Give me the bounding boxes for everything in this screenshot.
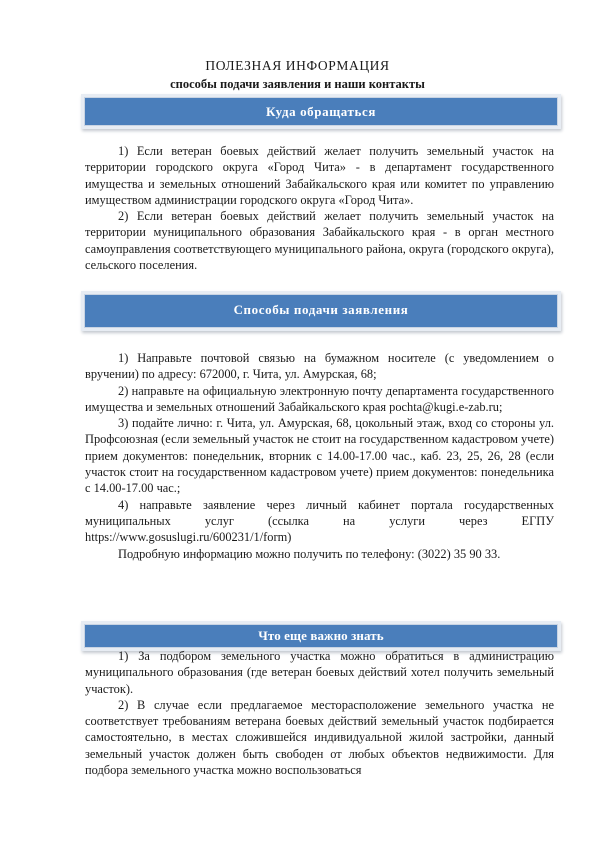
section-where-to-apply [85, 143, 554, 273]
section-banner-where-to-apply: Куда обращаться [84, 97, 558, 126]
section-important-info [85, 648, 554, 778]
paragraph: 3) подайте лично: г. Чита, ул. Амурская, 68, цокольный этаж, вход со стороны ул. Профсоюзная (если земельный участок не стоит на государственном кадастровом учете) прием документов: понедельник, вторник с 14.00-17.00 час., каб. 23, 25, 26, 28 (если участок стоит на государственном кадастровом учете) прием документов: понедельника с 14.00-17.00 час.; [85, 416, 554, 496]
paragraph: 1) Направьте почтовой связью на бумажном носителе (с уведомлением о вручении) по адресу: 672000, г. Чита, ул. Амурская, 68; [85, 351, 554, 382]
paragraph: 1) Если ветеран боевых действий желает получить земельный участок на территории городского округа «Город Чита» - в департамент государственного имущества и земельных отношений Забайкальского края или комитет по управлению имуществом администрации городского округа «Город Чита». [85, 144, 554, 207]
page-subtitle: способы подачи заявления и наши контакты [170, 77, 425, 91]
page-title: ПОЛЕЗНАЯ ИНФОРМАЦИЯ [205, 58, 390, 73]
paragraph: 2) В случае если предлагаемое месторасположение земельного участка не соответствует требованиям ветерана боевых действий земельный участок подбирается самостоятельно, в местах сложившейся индивидуальной жилой застройки, данный земельный участок должен быть свободен от любых объектов недвижимости. Для подбора земельного участка можно воспользоваться [85, 697, 554, 778]
paragraph: 2) направьте на официальную электронную почту департамента государственного имущества и земельных отношений Забайкальского края pochta@kugi.e-zab.ru; [85, 383, 554, 414]
paragraph: 2) Если ветеран боевых действий желает получить земельный участок на территории муниципального образования Забайкальского края - в орган местного самоуправления соответствующего муниципального района, округа (городского округа), сельского поселения. [85, 209, 554, 273]
section-submission-methods [85, 350, 554, 562]
paragraph: 4) направьте заявление через личный кабинет портала государственных муниципальных услуг (ссылка на услуги через ЕГПУ https://www.gosuslugi.ru/600231/1/form) [85, 497, 554, 545]
section-banner-submission-methods: Способы подачи заявления [84, 294, 558, 328]
paragraph: 1) За подбором земельного участка можно обратиться в администрацию муниципального образования (где ветеран боевых действий хотел получить земельный участок). [85, 649, 554, 696]
paragraph: Подробную информацию можно получить по телефону: (3022) 35 90 33. [118, 546, 501, 561]
section-banner-important-info: Что еще важно знать [84, 624, 558, 648]
